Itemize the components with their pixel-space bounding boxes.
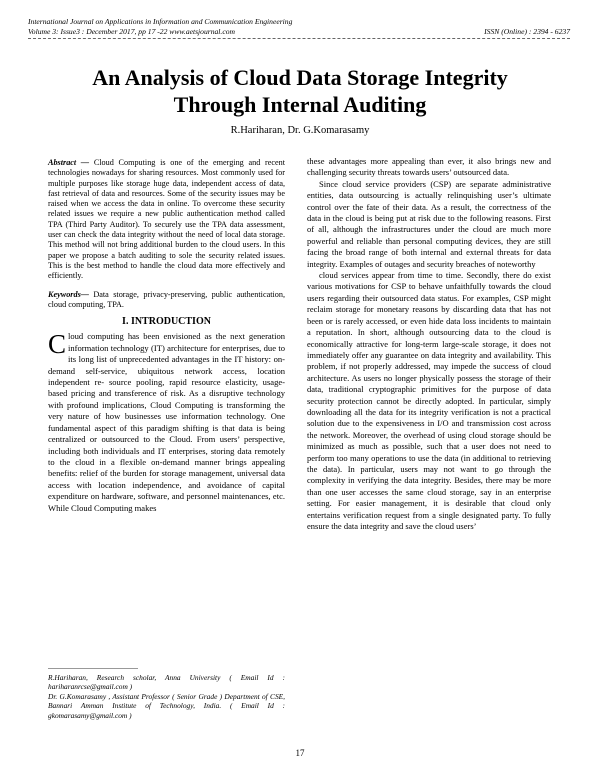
journal-name: International Journal on Applications in Information and Communication Engineering	[28, 17, 293, 26]
footnote-author-2: Dr. G.Komarasamy , Assistant Professor ( Senior Grade ) Department of CSE, Bannari Amman Institute of Technology, India. ( Email Id : gkomarasamy@gmail.com )	[48, 691, 285, 720]
author-footnote	[48, 673, 285, 720]
right-column	[307, 156, 551, 532]
right-paragraph-3: cloud services appear from time to time. Secondly, there do exist various motivations for CSP to behave unfaithfully towards the cloud users regarding their outsourced data status. For examples, CSP might reclaim storage for monetary reasons by discarding data that has not been or is rarely accessed, or even hide data loss incidents to maintain a reputation. In short, although outsourcing data to the cloud is economically attractive for long-term large-scale storage, it does not immediately offer any guarantee on data integrity and availability. This problem, if not properly addressed, may impede the success of cloud architecture. As users no longer physically possess the storage of their data, traditional cryptographic primitives for the purpose of data security protection cannot be directly adopted. In particular, simply downloading all the data for its integrity verification is not a practical solution due to the expensiveness in I/O and transmission cost across the network. Moreover, the overhead of using cloud storage should be minimized as much as possible, such that a user does not need to perform too many operations to use the data (in additional to retrieving the data). In particular, users may not want to go through the complexity in verifying the data integrity. Besides, there may be more than one user accesses the same cloud storage, say in an enterprise setting. For easier management, it is desirable that cloud only entertains verification request from a single designated party. To fully ensure the data integrity and save the cloud users’	[307, 270, 551, 531]
issue-info: Volume 3: Issue3 : December 2017, pp 17 -22 www.aetsjournal.com	[28, 27, 235, 36]
abstract-label: Abstract —	[48, 158, 90, 167]
right-paragraph-1: these advantages more appealing than ever, it also brings new and challenging security threats towards users’ outsourced data.	[307, 156, 551, 178]
title-line-2: Through Internal Auditing	[173, 92, 427, 117]
keywords	[48, 290, 285, 311]
section-heading-introduction: I. INTRODUCTION	[122, 316, 211, 328]
page-number: 17	[295, 748, 305, 758]
footnote-divider	[48, 668, 138, 669]
header-divider	[28, 38, 570, 39]
footnote-author-1: R.Hariharan, Research scholar, Anna University ( Email Id : hariharanrcse@gmail.com )	[48, 673, 285, 692]
introduction-text: loud computing has been envisioned as the next generation information technology (IT) architecture for enterprises, due to its long list of unprecedented advantages in the IT history: on-demand self-service, ubiquitous network access, location independent re- source pooling, rapid resource elasticity, usage-based pricing and transference of risk. As a disruptive technology with profound implications, Cloud Computing is transforming the very nature of how businesses use information technology. One fundamental aspect of this paradigm shifting is that data is being centralized or outsourced to the Cloud. From users’ perspective, including both individuals and IT enterprises, storing data remotely to the cloud in a flexible on-demand manner brings appealing benefits: relief of the burden for storage management, universal data access with location independence, and avoidance of capital expenditure on hardware, software, and personnel maintenances, etc. While Cloud Computing makes	[48, 331, 285, 513]
keywords-label: Keywords—	[48, 289, 89, 299]
introduction-paragraph	[48, 331, 285, 514]
right-paragraph-2: Since cloud service providers (CSP) are separate administrative entities, data outsourcing is actually relinquishing user’s ultimate control over the fate of their data. As a result, the correctness of the data in the cloud is being put at risk due to the following reasons. First of all, although the infrastructures under the cloud are much more powerful and reliable than personal computing devices, they are still facing the broad range of both internal and external threats for data integrity. Examples of outages and security breaches of noteworthy	[307, 178, 551, 269]
authors: R.Hariharan, Dr. G.Komarasamy	[230, 125, 370, 136]
abstract-text: Cloud Computing is one of the emerging and recent technologies nowadays for sharing resources. Most commonly used for multiple purposes like storage huge data, independent access of data, fast retrieval of data and resources. Some of the security issues may be raised when we access the data in online. To overcome these security related issues we require a new public authentication method called TPA (Third Party Auditor). To securely use the TPA data assessment, user can check the data integrity without the need of local data storage. This method will not bring additional burden to the cloud users. In this paper we propose a batch auditing to sole the security related issues. This is the best method to handle the cloud data more effectively and efficiently.	[48, 158, 285, 281]
keywords-text: Data storage, privacy-preserving, public authentication, cloud computing, TPA.	[48, 289, 285, 309]
left-column	[48, 158, 285, 514]
issue-line	[28, 27, 570, 36]
paper-title	[0, 64, 600, 118]
drop-cap: C	[48, 329, 67, 360]
issn-info: ISSN (Online) : 2394 - 6237	[484, 27, 570, 36]
abstract	[48, 158, 285, 282]
title-line-1: An Analysis of Cloud Data Storage Integrity	[92, 65, 508, 90]
